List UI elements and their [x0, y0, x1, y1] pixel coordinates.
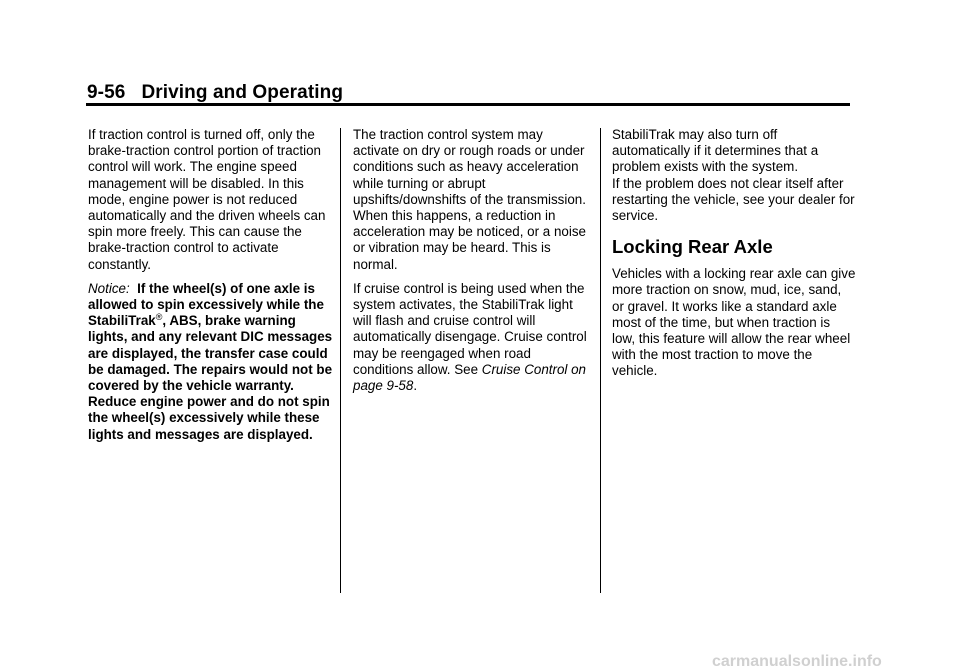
- cruise-text: If cruise control is being used when the system activates, the StabiliTrak light will flash and cruise control will automatically disengage. Cruise control may be reengaged when road conditions allow. See: [353, 280, 587, 377]
- column-divider-2: [600, 128, 601, 593]
- notice-text-a: If the wheel(s) of one axle is allowed to spin excessively while the StabiliTrak: [88, 280, 324, 329]
- paragraph-locking-axle: Vehicles with a locking rear axle can give more traction on snow, mud, ice, sand, or gravel. It works like a standard axle most of the time, but when traction is low, this feature will allow the rear wheel with the most traction to move the vehicle.: [612, 266, 856, 379]
- cruise-control-link[interactable]: Cruise Control on page 9-58: [353, 361, 586, 394]
- paragraph-dealer: If the problem does not clear itself after restarting the vehicle, see your dealer for service.: [612, 175, 855, 224]
- notice-label: Notice:: [88, 280, 130, 296]
- paragraph-cruise: [353, 281, 589, 394]
- section-title: Driving and Operating: [141, 82, 344, 103]
- section-heading-locking-rear-axle: Locking Rear Axle: [612, 236, 773, 258]
- notice-text-b: , ABS, brake warning lights, and any relevant DIC messages are displayed, the transfer case could be damaged. The repairs would not be covered by the vehicle warranty. Reduce engine power and do not spin the wheel(s) excessively while these lights and messages are displayed.: [88, 313, 333, 442]
- registered-mark: ®: [155, 312, 163, 323]
- paragraph-activate-conditions: The traction control system may activate on dry or rough roads or under conditions such as heavy acceleration while turning or abrupt upshifts/downshifts of the transmission.: [353, 127, 586, 207]
- notice-paragraph: [88, 281, 334, 443]
- column-1: [88, 127, 334, 443]
- cruise-text-end: .: [413, 378, 418, 394]
- column-3: [612, 127, 856, 388]
- header-rule: [86, 103, 850, 106]
- column-2: [353, 127, 589, 402]
- column-divider-1: [340, 128, 341, 593]
- watermark: carmanualsonline.info: [712, 653, 882, 670]
- paragraph-auto-off: StabiliTrak may also turn off automatically if it determines that a problem exists with the system.: [612, 127, 819, 175]
- page-number: 9-56: [87, 82, 126, 103]
- paragraph-traction-off: If traction control is turned off, only the brake-traction control portion of traction control will work. The engine speed management will be disabled. In this mode, engine power is not reduced automatically and the driven wheels can spin more freely. This can cause the brake-traction control to activate constantly.: [88, 127, 326, 272]
- page-header: [87, 82, 343, 104]
- paragraph-reduction: When this happens, a reduction in acceleration may be noticed, or a noise or vibration may be heard. This is normal.: [353, 208, 586, 272]
